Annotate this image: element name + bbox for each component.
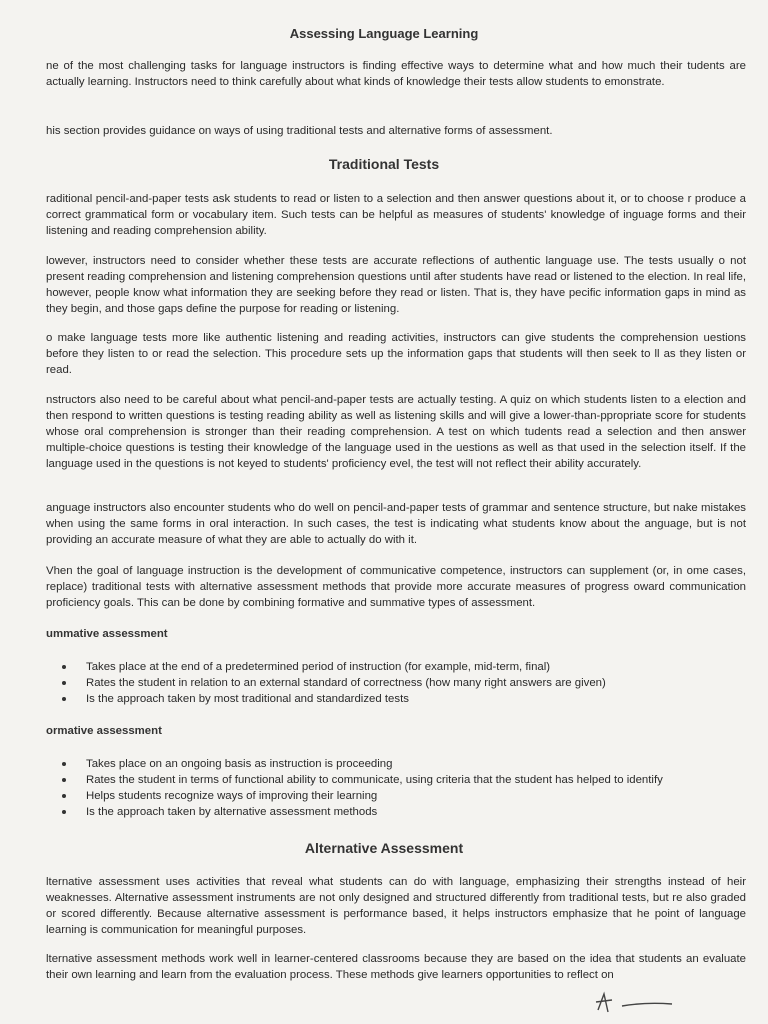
formative-list — [60, 756, 740, 820]
traditional-paragraph-4: nstructors also need to be careful about what pencil-and-paper tests are actually testing. A quiz on which students listen to a election and then respond to written questions is testing reading ability as well as listening skills and will give a lower-than-ppropriate score for students whose oral comprehension is stronger than their reading comprehension. A test on which tudents read a selection and then answer multiple-choice questions is testing their knowledge of the language used in the uestions as well as that used in the selection itself. If the language used in the questions is not keyed to students' proficiency evel, the test will not reflect their ability accurately. — [46, 394, 746, 470]
bullet-icon — [62, 665, 66, 669]
traditional-paragraph-5: anguage instructors also encounter students who do well on pencil-and-paper tests of grammar and sentence structure, but nake mistakes when using the same forms in oral interaction. In such cases, the test is indicating what students know about the anguage, but is not providing an accurate measure of what they are able to actually do with it. — [46, 502, 746, 546]
summative-heading: ummative assessment — [46, 628, 168, 640]
bullet-icon — [62, 762, 66, 766]
intro-paragraph-2: his section provides guidance on ways of using traditional tests and alternative forms of assessment. — [46, 125, 553, 137]
intro-paragraph-1: ne of the most challenging tasks for language instructors is finding effective ways to determine what and how much their tudents are actually learning. Instructors need to think carefully about what kinds of knowledge their tests allow students to emonstrate. — [46, 60, 746, 88]
formative-heading: ormative assessment — [46, 725, 162, 737]
alternative-paragraph-2: lternative assessment methods work well in learner-centered classrooms because they are based on the idea that students an evaluate their own learning and learn from the evaluation process. These methods give learners opportunities to reflect on — [46, 953, 746, 981]
traditional-tests-heading: Traditional Tests — [328, 156, 440, 172]
traditional-paragraph-1: raditional pencil-and-paper tests ask students to read or listen to a selection and then answer questions about it, or to choose r produce a correct grammatical form or vocabulary item. Such tests can be helpful as measures of students' knowledge of inguage forms and their listening and reading comprehension ability. — [46, 193, 746, 237]
list-item: Helps students recognize ways of improving their learning — [60, 788, 740, 804]
alternative-assessment-heading: Alternative Assessment — [304, 840, 464, 856]
alternative-paragraph-1: lternative assessment uses activities that reveal what students can do with language, emphasizing their strengths instead of heir weaknesses. Alternative assessment instruments are not only designed and structured differently from traditional tests, but re also graded or scored differently. Because alternative assessment is performance based, it helps instructors emphasize that he point of language learning is communication for meaningful purposes. — [46, 876, 746, 936]
traditional-paragraph-3: o make language tests more like authentic listening and reading activities, instructors can give students the comprehension uestions before they listen to or read the selection. This procedure sets up the information gaps that students will then seek to ll as they listen or read. — [46, 332, 746, 376]
bullet-icon — [62, 697, 66, 701]
summative-list — [60, 659, 740, 707]
bullet-icon — [62, 810, 66, 814]
list-item: Rates the student in relation to an external standard of correctness (how many right answers are given) — [60, 675, 740, 691]
list-item: Takes place on an ongoing basis as instruction is proceeding — [60, 756, 740, 772]
handwritten-mark-icon — [590, 988, 700, 1018]
document-title: Assessing Language Learning — [289, 26, 479, 41]
traditional-paragraph-2: lowever, instructors need to consider whether these tests are accurate reflections of authentic language use. The tests usually o not present reading comprehension and listening comprehension questions until after students have read or listened to the election. In real life, however, people know what information they are seeking before they read or listen. That is, they have pecific information gaps in mind as they begin, and those gaps define the purpose for reading or listening. — [46, 255, 746, 315]
bullet-icon — [62, 681, 66, 685]
list-item: Is the approach taken by alternative assessment methods — [60, 804, 740, 820]
traditional-paragraph-6: Vhen the goal of language instruction is the development of communicative competence, instructors can supplement (or, in ome cases, replace) traditional tests with alternative assessment methods that provide more accurate measures of progress oward communication proficiency goals. This can be done by combining formative and summative types of assessment. — [46, 565, 746, 609]
list-item: Rates the student in terms of functional ability to communicate, using criteria that the student has helped to identify — [60, 772, 740, 788]
list-item: Takes place at the end of a predetermined period of instruction (for example, mid-term, final) — [60, 659, 740, 675]
bullet-icon — [62, 794, 66, 798]
list-item: Is the approach taken by most traditional and standardized tests — [60, 691, 740, 707]
bullet-icon — [62, 778, 66, 782]
